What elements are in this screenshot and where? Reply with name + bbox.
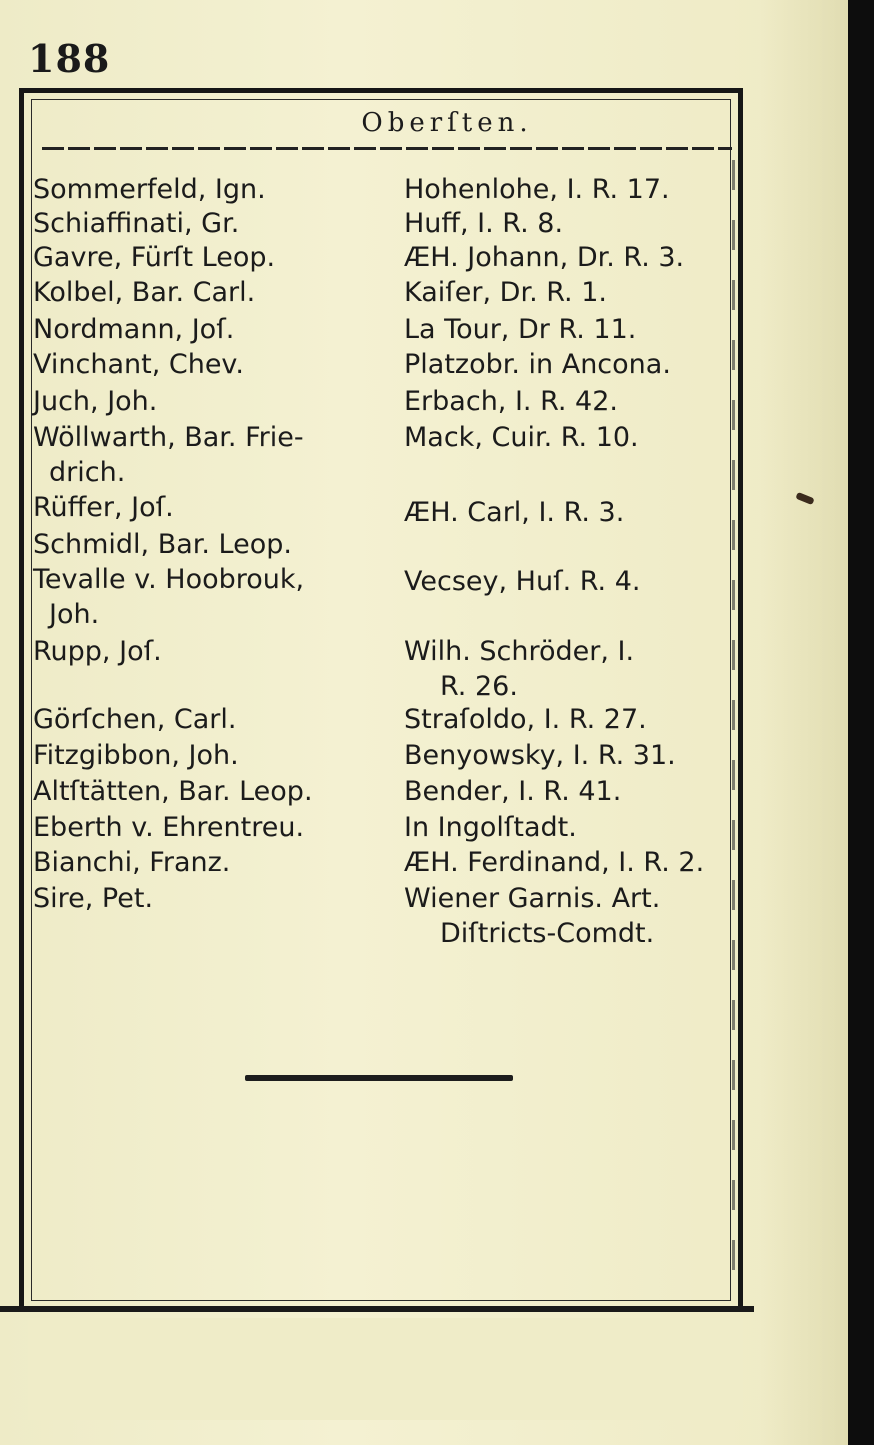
name-text: Kolbel, Bar. Carl. <box>33 277 256 308</box>
post-text: Huff, I. R. 8. <box>404 208 564 239</box>
post-entry <box>404 774 621 809</box>
post-continuation: Diſtricts-Comdt. <box>440 918 655 949</box>
post-entry <box>404 738 676 773</box>
name-text: Nordmann, Joſ. <box>33 314 235 345</box>
post-text: ÆH. Johann, Dr. R. 3. <box>404 242 685 273</box>
post-entry <box>404 312 636 347</box>
name-text: Schiaffinati, Gr. <box>33 208 240 239</box>
name-text: Tevalle v. Hoobrouk, <box>33 564 305 595</box>
name-text: Görſchen, Carl. <box>33 704 237 735</box>
book-gutter <box>848 0 874 1445</box>
name-text: Sommerfeld, Ign. <box>33 174 266 205</box>
name-continuation: Joh. <box>49 599 100 630</box>
frame-right-rule <box>732 160 735 1290</box>
name-text: Rupp, Joſ. <box>33 636 162 667</box>
post-entry <box>404 347 671 382</box>
name-entry <box>33 881 153 916</box>
name-text: Altſtätten, Bar. Leop. <box>33 776 313 807</box>
name-entry <box>33 527 292 562</box>
post-entry <box>404 495 624 530</box>
post-text: ÆH. Ferdinand, I. R. 2. <box>404 847 705 878</box>
page-number: 188 <box>28 36 111 81</box>
post-text: Vecsey, Huſ. R. 4. <box>404 566 641 597</box>
post-entry <box>404 564 640 599</box>
post-continuation: R. 26. <box>440 671 518 702</box>
frame-bottom-bar <box>0 1306 754 1312</box>
name-entry <box>33 384 157 419</box>
post-text: Wiener Garnis. Art. <box>404 883 661 914</box>
post-entry <box>404 420 639 455</box>
post-text: Mack, Cuir. R. 10. <box>404 422 639 453</box>
name-text: Eberth v. Ehrentreu. <box>33 812 305 843</box>
post-entry <box>404 881 660 951</box>
post-text: Hohenlohe, I. R. 17. <box>404 174 670 205</box>
name-text: Rüffer, Joſ. <box>33 492 174 523</box>
post-entry <box>404 810 577 845</box>
post-text: Platzobr. in Ancona. <box>404 349 671 380</box>
name-entry <box>33 845 230 880</box>
post-entry <box>404 240 684 275</box>
post-text: Wilh. Schröder, I. <box>404 636 635 667</box>
name-entry <box>33 702 236 737</box>
post-entry <box>404 634 634 704</box>
post-text: La Tour, Dr R. 11. <box>404 314 637 345</box>
post-entry <box>404 206 563 241</box>
name-entry <box>33 275 255 310</box>
name-text: Gavre, Fürſt Leop. <box>33 242 276 273</box>
name-entry <box>33 172 266 207</box>
lower-margin <box>28 1318 743 1420</box>
post-text: Bender, I. R. 41. <box>404 776 622 807</box>
name-continuation: drich. <box>49 457 126 488</box>
post-entry <box>404 702 647 737</box>
name-entry <box>33 240 275 275</box>
post-text: Benyowsky, I. R. 31. <box>404 740 676 771</box>
name-text: Sire, Pet. <box>33 883 154 914</box>
section-title: Oberſten. <box>361 108 533 138</box>
name-text: Fitzgibbon, Joh. <box>33 740 239 771</box>
post-text: ÆH. Carl, I. R. 3. <box>404 497 625 528</box>
name-text: Juch, Joh. <box>33 386 158 417</box>
name-entry <box>33 312 234 347</box>
post-entry <box>404 845 704 880</box>
name-entry <box>33 634 162 669</box>
name-text: Wöllwarth, Bar. Frie- <box>33 422 304 453</box>
post-text: In Ingolſtadt. <box>404 812 577 843</box>
name-text: Bianchi, Franz. <box>33 847 231 878</box>
page-edge-shade <box>760 0 848 1445</box>
name-entry <box>33 738 239 773</box>
name-text: Vinchant, Chev. <box>33 349 244 380</box>
closing-rule <box>245 1075 513 1081</box>
name-entry <box>33 562 304 632</box>
name-text: Schmidl, Bar. Leop. <box>33 529 292 560</box>
post-entry <box>404 275 607 310</box>
post-entry <box>404 384 618 419</box>
name-entry <box>33 347 244 382</box>
name-entry <box>33 490 174 525</box>
title-rule <box>42 147 732 150</box>
name-entry <box>33 810 304 845</box>
name-entry <box>33 206 239 241</box>
name-entry <box>33 420 304 490</box>
post-text: Erbach, I. R. 42. <box>404 386 618 417</box>
post-text: Straſoldo, I. R. 27. <box>404 704 647 735</box>
post-entry <box>404 172 670 207</box>
name-entry <box>33 774 313 809</box>
post-text: Kaiſer, Dr. R. 1. <box>404 277 607 308</box>
